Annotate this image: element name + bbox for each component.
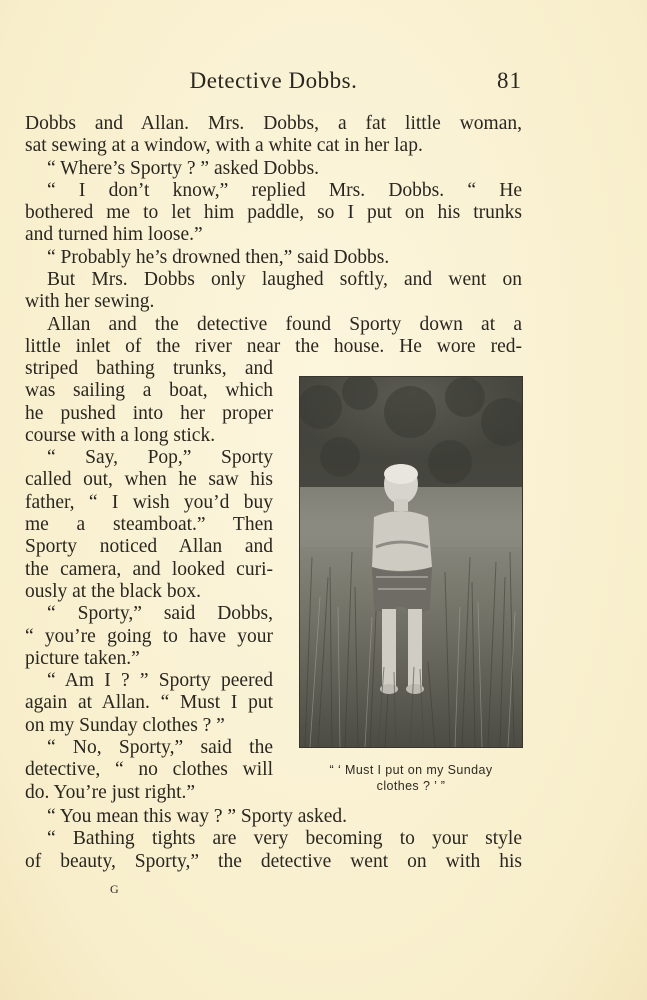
running-title: Detective Dobbs. <box>189 68 358 93</box>
text-line: was sailing a boat, which <box>25 380 273 402</box>
photo-caption <box>300 762 522 794</box>
text-line: on my Sunday clothes ? ” <box>25 714 225 736</box>
running-header <box>25 68 522 98</box>
text-line: “ Sporty,” said Dobbs, <box>47 603 273 625</box>
text-line: Allan and the detective found Sporty down at a <box>47 313 522 335</box>
text-line: little inlet of the river near the house. He wore red- <box>25 335 522 357</box>
text-line: striped bathing trunks, and <box>25 358 273 379</box>
text-line: “ Say, Pop,” Sporty <box>47 447 273 469</box>
text-block-bottom <box>25 806 522 873</box>
text-line: “ You mean this way ? ” Sporty asked. <box>47 806 348 827</box>
text-line: “ Where’s Sporty ? ” asked Dobbs. <box>47 157 320 179</box>
text-line: sat sewing at a window, with a white cat in her lap. <box>25 135 423 157</box>
text-block-top <box>25 113 522 358</box>
caption-line-1: “ ‘ Must I put on my Sunday <box>329 763 493 777</box>
text-line: the camera, and looked curi- <box>25 558 273 580</box>
page-number: 81 <box>497 68 522 93</box>
text-line: Sporty noticed Allan and <box>25 536 273 558</box>
text-line: “ No, Sporty,” said the <box>47 737 273 759</box>
text-line: “ you’re going to have your <box>25 625 273 647</box>
text-line: bothered me to let him paddle, so I put on his trunks <box>25 202 522 224</box>
text-line: “ Bathing tights are very becoming to your style <box>47 828 522 850</box>
text-line: “ I don’t know,” replied Mrs. Dobbs. “ He <box>47 179 522 201</box>
text-line: me a steamboat.” Then <box>25 514 273 536</box>
text-line: But Mrs. Dobbs only laughed softly, and went on <box>47 269 522 291</box>
text-line: ously at the black box. <box>25 580 202 602</box>
text-line: picture taken.” <box>25 647 140 669</box>
text-line: detective, “ no clothes will <box>25 759 273 781</box>
text-line: do. You’re just right.” <box>25 781 196 803</box>
photo-illustration <box>300 377 522 747</box>
text-line: “ Probably he’s drowned then,” said Dobbs. <box>47 246 390 268</box>
photograph-boy-in-field <box>299 376 523 748</box>
text-line: Dobbs and Allan. Mrs. Dobbs, a fat little woman, <box>25 113 522 134</box>
caption-line-2: clothes ? ’ ” <box>376 779 446 793</box>
text-line: course with a long stick. <box>25 424 216 446</box>
text-line: of beauty, Sporty,” the detective went on with his <box>25 850 522 872</box>
text-line: called out, when he saw his <box>25 469 273 491</box>
text-line: and turned him loose.” <box>25 224 203 246</box>
text-line: he pushed into her proper <box>25 402 273 424</box>
text-line: with her sewing. <box>25 291 155 313</box>
text-line: father, “ I wish you’d buy <box>25 491 273 513</box>
text-line: again at Allan. “ Must I put <box>25 692 273 714</box>
text-block-column <box>25 358 273 804</box>
text-line: “ Am I ? ” Sporty peered <box>47 670 273 692</box>
signature-mark: G <box>110 882 119 896</box>
